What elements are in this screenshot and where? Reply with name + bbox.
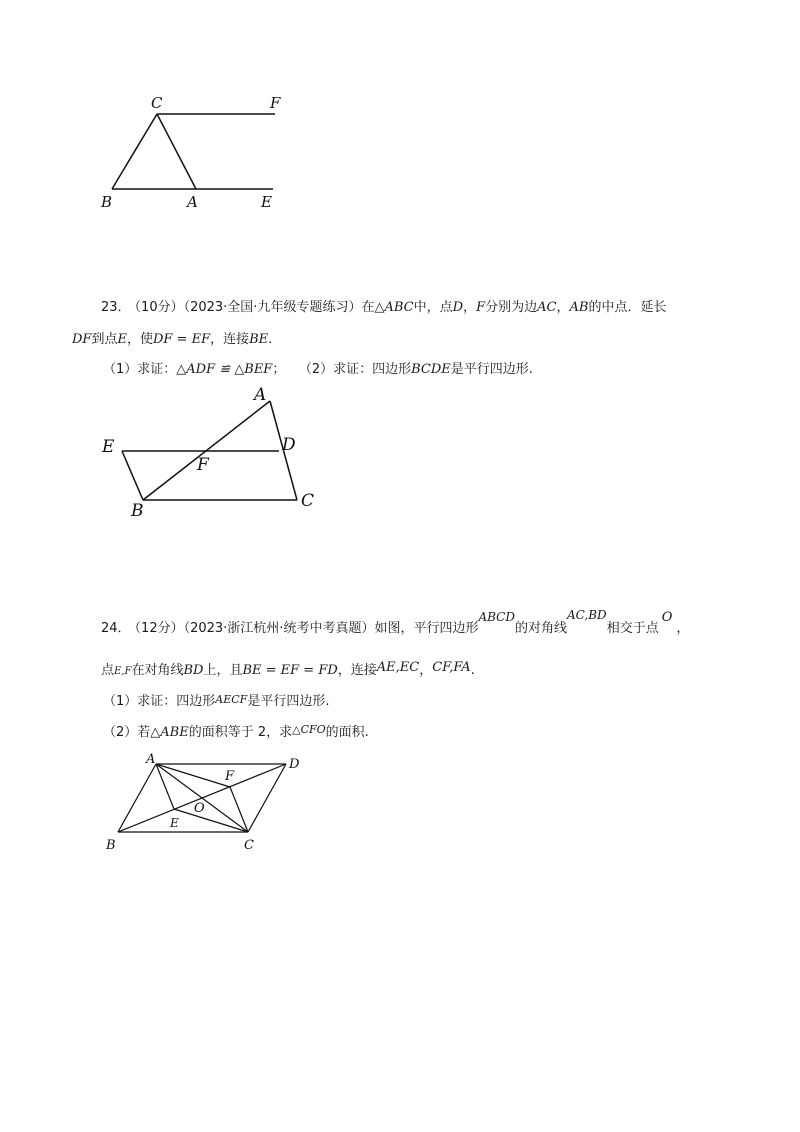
part1-label: （1）求证：四边形 [103,694,216,709]
part2-label: （2）若 [103,725,151,740]
math-point-f: F [476,300,486,315]
text: 如图，平行四边形 [374,621,479,636]
math-seg-ac: AC [537,300,557,315]
text: 的面积等于 2，求 [188,725,293,740]
label-a: A [254,385,267,405]
math-congruence: △ADF ≌ △BEF [176,362,273,377]
q24-part1 [103,690,329,709]
question-source: （2023·浙江杭州·统考中考真题） [183,621,375,636]
math-equation: DF = EF [152,332,211,347]
label-e: E [261,193,272,211]
math-seg-df: DF [72,332,92,347]
segment-eb [122,451,143,500]
figure-q24 [100,748,315,858]
text: 的面积. [325,725,369,740]
text: 是平行四边形. [247,694,330,709]
text: 的对角线 [514,621,567,636]
text: ， [463,300,477,315]
text: 分别为边 [485,300,538,315]
q23-line1 [101,296,666,315]
math-seg-bd: BD [183,663,204,678]
q24-line2 [101,659,475,678]
math-point-o: O [661,610,673,625]
math-points-ef: E,F [114,666,132,677]
label-e: E [102,437,115,457]
question-source: （2023·全国·九年级专题练习） [183,300,362,315]
text: 点 [101,663,115,678]
part1-label: （1）求证： [103,362,177,377]
label-e: E [170,816,179,830]
math-connect-cf-fa: CF,FA [432,660,471,675]
math-diagonals: AC,BD [567,608,607,622]
figure-q23 [95,382,330,522]
label-d: D [282,435,296,455]
q24-part2 [103,721,369,740]
segment-cd [248,764,286,832]
label-d: D [289,757,300,772]
text: ； [272,362,286,377]
q23-line2 [72,328,272,347]
label-f: F [270,94,281,112]
segment-af [156,764,230,787]
math-point-d: D [452,300,464,315]
math-equation: BE = EF = FD [242,663,338,678]
segment-ca [157,114,196,189]
math-point-e: E [117,332,127,347]
math-triangle-abe: △ABE [150,725,189,740]
label-c: C [301,491,315,511]
part2-label: （2）求证：四边形 [305,362,412,377]
text: ，连接 [210,332,250,347]
label-c: C [244,838,254,853]
text: . [470,663,475,678]
math-connect-ae-ec: AE,EC [376,660,420,675]
label-c: C [151,94,163,112]
text: 在 [361,300,375,315]
text: 的中点．延长 [588,300,667,315]
label-a: A [187,193,198,211]
text: 在对角线 [131,663,184,678]
text: ，使 [126,332,153,347]
segment-bd [118,764,286,832]
text: 相交于点 [606,621,659,636]
text: ， [419,663,433,678]
math-quad-bcde: BCDE [411,362,451,377]
math-seg-ab: AB [569,300,589,315]
question-score: （10分） [134,300,184,315]
label-b: B [131,501,144,521]
q24-line1 [101,608,690,636]
math-triangle-abc: △ABC [374,300,414,315]
text: ， [556,300,570,315]
label-b: B [101,193,113,211]
question-number: 23． [101,300,131,315]
label-f: F [225,769,235,784]
math-seg-be: BE [249,332,269,347]
text: . [268,332,273,347]
label-f: F [197,455,209,475]
text: 上，且 [203,663,243,678]
segment-ab [118,764,156,832]
text: 到点 [91,332,118,347]
question-number: 24． [101,621,131,636]
label-b: B [106,838,116,853]
math-triangle-cfo: △CFO [292,723,326,736]
segment-bc [112,114,157,189]
label-o: O [194,801,205,816]
figure-triangle-parallel-lines [95,88,295,218]
question-score: （12分） [134,621,184,636]
math-quad-aecf: AECF [215,693,248,706]
text: ， [676,621,690,636]
text: 是平行四边形. [450,362,533,377]
segment-ec [174,809,248,832]
text: ，连接 [337,663,377,678]
text: 中，点 [413,300,453,315]
math-quad-abcd: ABCD [478,610,515,624]
label-a: A [146,752,156,767]
q23-parts [103,358,533,377]
